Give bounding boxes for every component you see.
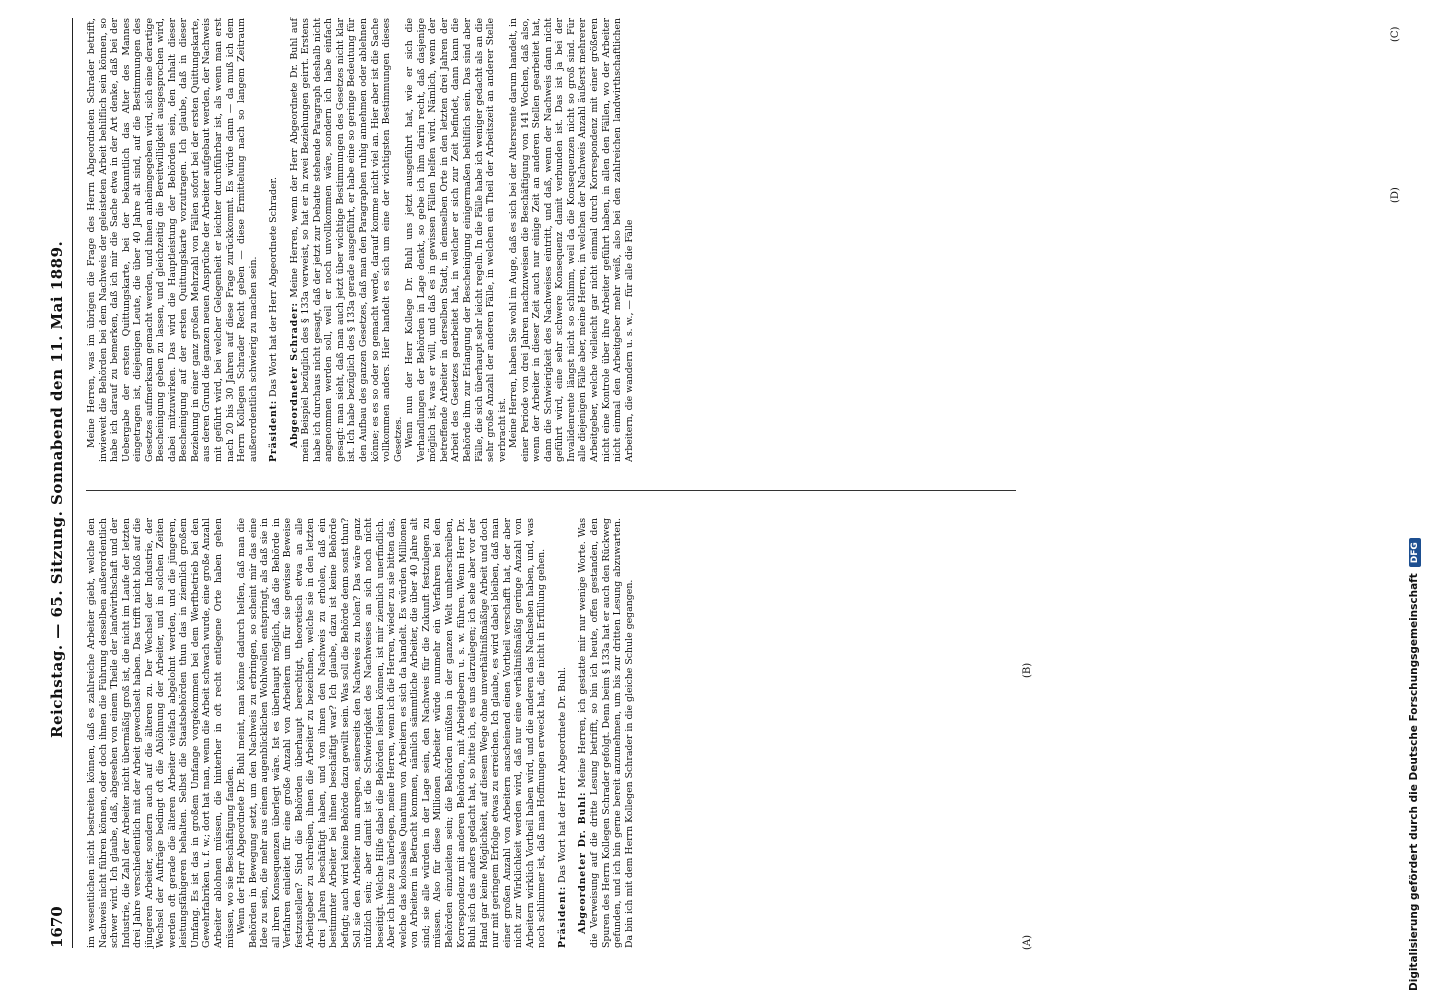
speaker-label: Abgeordneter Dr. Buhl: bbox=[577, 791, 589, 934]
header-rule bbox=[72, 18, 73, 948]
left-paragraph-1: im wesentlichen nicht bestreiten können, daß es zahlreiche Arbeiter giebt, welche den Nachweis nicht führen können, oder doch ihnen die Führung desselben außerordentlich schwer wird. Ich glaube, daß, abgesehen von einem Theile der landwirthschaft und der Industrie, die Zahl der Arbeiter nicht übermäßig groß ist, die nicht im Laufe der letzten drei Jahre verschiedentlich mit der Arbeit gewechselt haben. Das trifft nicht bloß auf die jüngeren Arbeiter, sondern auch auf die älteren zu. Der Wechsel der Industrie, der Wechsel der Aufträge bedingt oft die Ablöhnung der Arbeiter, und in solchen Zeiten werden oft gerade die älteren Arbeiter vielfach abgelohnt werden, und die jüngeren, leistungsfähigeren behalten. Selbst die Staatsbehörden thun das in ziemlich großem Umfang. Es ist das in großem Umfange vorgekommen bei dem Werftbetrieb bei den Gewehrfabriken u. f. w.; dort hat man, wenn die Arbeit schwach wurde, eine große Anzahl Arbeiter ablohnen müssen, die hinterher in oft recht entlegene Orte haben gehen müssen, wo sie Beschäftigung fanden. bbox=[86, 518, 236, 948]
running-title: Reichstag. — 65. Sitzung. Sonnabend den 11. Mai 1889. bbox=[48, 240, 66, 738]
speech-buhl bbox=[577, 518, 635, 948]
speech-text: Meine Herren, ich gestatte mir nur wenige Worte. Was die Verweisung auf die dritte Lesung betrifft, so bin ich heute, offen gestanden, den Spuren des Herrn Kollegen Schrader gefolgt. Denn beim § 133a hat er auch den Rückweg gefunden, und ich bin gerne bereit anzunehmen, um bis zur dritten Lesung abzuwarten. Da bin ich mit dem Herrn Kollegen Schrader in die gleiche Schule gegangen. bbox=[577, 517, 635, 948]
speech-schrader bbox=[289, 18, 404, 462]
president-label: Präsident: bbox=[556, 885, 568, 948]
credit-text bbox=[1408, 6, 1426, 991]
president-text: Das Wort hat der Herr Abgeordnete Dr. Buhl. bbox=[556, 666, 568, 883]
left-paragraph-2: Wenn der Herr Abgeordnete Dr. Buhl meint, man könne dadurch helfen, daß man die Behörden in Bewegung setzt, um den Nachweis zu erbringen, so scheint mir das eine Idee zu sein, die mehr aus einem augenblicklichen Wohlwollen entspringt, als daß sie in all ihren Konsequenzen überlegt wäre. Ist es überhaupt möglich, daß die Behörde in Verfahren einleitet für eine große Anzahl von Arbeitern um für sie gewisse Beweise festzustellen? Sind die Behörden überhaupt berechtigt, theoretisch etwa an alle Arbeitgeber zu schreiben, ihnen die Arbeiter zu bezeichnen, welche sie in den letzten drei Jahren beschäftigt haben, und von ihnen den Nachweis zu erholen, daß ein bestimmter Arbeiter bei ihnen beschäftigt war? Ich glaube, dazu ist keine Behörde befugt; auch wird keine Behörde dazu gewillt sein. Was soll die Behörde denn sonst thun? Soll sie den Arbeiter nun anregen, seinerseits den Nachweis zu holen? Das wäre ganz nützlich sein; aber damit ist die Schwierigkeit des Nachweises an sich noch nicht beseitigt. Welche Hilfe dabei die Behörden leisten können, ist mir ziemlich unerfindlich. Aber ich bitte zu überlegen, meine Herren, wenn ich die Herren, wieder zu sie bitten das, welche das kolossales Quantum von Arbeitern es sich da handelt. Es würden Millionen von Arbeitern in Betracht kommen, nämlich sämmtliche Arbeiter, die über 40 Jahre alt sind; sie alle würden in der Lage sein, den Nachweis für die Zukunft festzulegen zu müssen. Also für diese Millionen Arbeiter würde nunmehr ein Verfahren bei den Behörden einzuleiten sein; die Behörden müßten in der ganzen Welt umherschreiben, Korrespondenz mit anderen Behörden, mit Arbeitgebern u. s. w. führen. Wenn Herr Dr. Buhl sich das anders gedacht hat, so bitte ich, es uns darzulegen; ich sehe aber vor der Hand gar keine Möglichkeit, auf diesem Wege ohne unverhältnißmäßige Arbeit und doch nur mit geringem Erfolge etwas zu erreichen. Ich glaube, es wird dabei bleiben, daß man einer großen Anzahl von Arbeitern anscheinend einen Vortheil verschafft hat, der aber nicht zur Wirklichkeit werden wird, daß nur eine verhältnißmäßig geringe Anzahl von Arbeitern wirklich Vortheil haben wird, und die anderen das Nachsehen haben, und, was noch schlimmer ist, daß man Hoffnungen erweckt hat, die nicht in Erfüllung gehen. bbox=[236, 518, 548, 948]
page-number: 1670 bbox=[48, 906, 66, 948]
speech-text: Meine Herren, wenn der Herr Abgeordnete Dr. Buhl auf mein Beispiel bezüglich des § 133a verweist, so hat er in zwei Beziehungen geirrt. Erstens habe ich durchaus nicht gesagt, daß der jetzt zur Debatte stehende Paragraph deshalb nicht angenommen werden soll, weil er noch unvollkommen wäre, sondern ich habe einfach gesagt: man sieht, daß man auch jetzt über wichtige Bestimmungen des Gesetzes nicht klar ist. Ich habe bezüglich des § 133a gerade ausgeführt, er habe eine so geringe Bedeutung für den Aufbau des ganzen Gesetzes, daß man den Paragraphen ruhig annehmen oder ablehnen könne; es es so oder so gemacht werde, darauf komme nicht viel an. Hier aber ist die Sache vollkommen anders. Hier handelt es sich um eine der wichtigsten Bestimmungen dieses Gesetzes. bbox=[288, 18, 404, 462]
right-paragraph-2: Wenn nun der Herr Kollege Dr. Buhl uns jetzt ausgeführt hat, wie er sich die Verhandlungen der Behörden in Lage denkt, so gebe ich ihm darin recht, daß dasjenige möglich ist, was er will, und daß es in gewissen Fällen helfen wird. Nämlich, wenn der betreffende Arbeiter in derselben Stadt, in demselben Orte in den letzten drei Jahren der Arbeit des Gesetzes gearbeitet hat, in welcher er sich zur Zeit befindet, dann kann die Behörde ihm zur Erlangung der Bescheinigung einigermaßen behilflich sein. Das sind aber Fälle, die sich überhaupt sehr leicht regeln. In die Fälle habe ich weniger gedacht als an die sehr große Anzahl der anderen Fälle, in welchen ein Theil der Arbeitszeit an anderer Stelle verbracht ist. bbox=[404, 18, 508, 462]
president-text: Das Wort hat der Herr Abgeordnete Schrader. bbox=[268, 177, 280, 397]
page-header bbox=[48, 18, 74, 948]
left-column bbox=[86, 518, 635, 948]
credit-label: Digitalisierung gefördert durch die Deutsche Forschungsgemeinschaft bbox=[1408, 573, 1420, 991]
speaker-label: Abgeordneter Schrader: bbox=[288, 302, 300, 448]
right-paragraph-3: Meine Herren, haben Sie wohl im Auge, daß es sich bei der Altersrente darum handelt, in einer Periode von drei Jahren nachzuweisen die Beschäftigung von 141 Wochen, daß also, wenn der Arbeiter in dieser Zeit auch nur einige Zeit an anderen Stellen gearbeitet hat, dann die Schwierigkeit des Nachweises eintritt, und daß, wenn der Nachweis dann nicht geführt wird, eine sehr schwere Konsequenz damit verbunden ist. Das ist ja bei der Invalidenrente längst nicht so schlimm, weil da die Konsequenzen nicht so groß sind. Für alle diejenigen Fälle aber, meine Herren, in welchen der Nachweis Anzahl äußerst mehrerer Arbeitgeber, welche vielleicht gar nicht einmal durch Korrespondenz mit einer größeren nicht eine Kontrole über ihre Arbeiter geführt haben, in allen den Fällen, wo der Arbeiter nicht einmal den Arbeitgeber mehr weiß, also bei den zahlreichen landwirthschaftlichen Arbeitern, die wandern u. s. w., — für alle die Fälle bbox=[508, 18, 635, 462]
margin-mark-c: (C) bbox=[1390, 26, 1401, 42]
margin-mark-a: (A) bbox=[1022, 934, 1033, 950]
rotated-print-area bbox=[48, 18, 1403, 948]
dfg-logo: DFG bbox=[1409, 538, 1421, 567]
column-divider bbox=[86, 490, 1016, 491]
president-label: Präsident: bbox=[268, 399, 280, 462]
president-heading-2 bbox=[268, 18, 280, 462]
margin-mark-d: (D) bbox=[1390, 187, 1401, 203]
margin-mark-b: (B) bbox=[1022, 662, 1033, 678]
president-heading-1 bbox=[557, 518, 569, 948]
credit-strip bbox=[1408, 6, 1428, 991]
right-column bbox=[86, 18, 635, 462]
right-paragraph-1: Meine Herren, was im übrigen die Frage des Herrn Abgeordneten Schrader betrifft, inwieweit die Behörden bei dem Nachweis der geleisteten Arbeit behilflich sein können, so habe ich darauf zu bemerken, daß ich mir die Sache etwa in der Art denke, daß bei der Uebergabe der ersten Quittungskarte, bei der bekanntlich das Alter des Mannes eingetragen ist, diejenigen Leute, die über 40 Jahre alt sind, auf die Bestimmungen des Gesetzes aufmerksam gemacht werden, und ihnen anheimgegeben wird, sich eine derartige Bescheinigung geben zu lassen, und gleichzeitig die Bereitwilligkeit ausgesprochen wird, dabei mitzuwirken. Das wird die Hauptleistung der Behörden sein, den Inhalt dieser Bescheinigung auf der ersten Quittungskarte vorzutragen. Ich glaube, daß in dieser Beziehung in einer ganz großen Mehrzahl von Fällen sofort bei der ersten Quittungskarte, aus deren Grund die ganzen neuen Ansprüche der Arbeiter aufgebaut werden, der Nachweis mit geführt wird, bei welcher Gelegenheit er leichter durchführbar ist, als wenn man erst nach 20 bis 30 Jahren auf diese Frage zurückkommt. Es würde dann — da muß ich dem Herrn Kollegen Schrader Recht geben — diese Ermittelung nach so langem Zeitraum außerordentlich schwierig zu machen sein. bbox=[86, 18, 259, 462]
